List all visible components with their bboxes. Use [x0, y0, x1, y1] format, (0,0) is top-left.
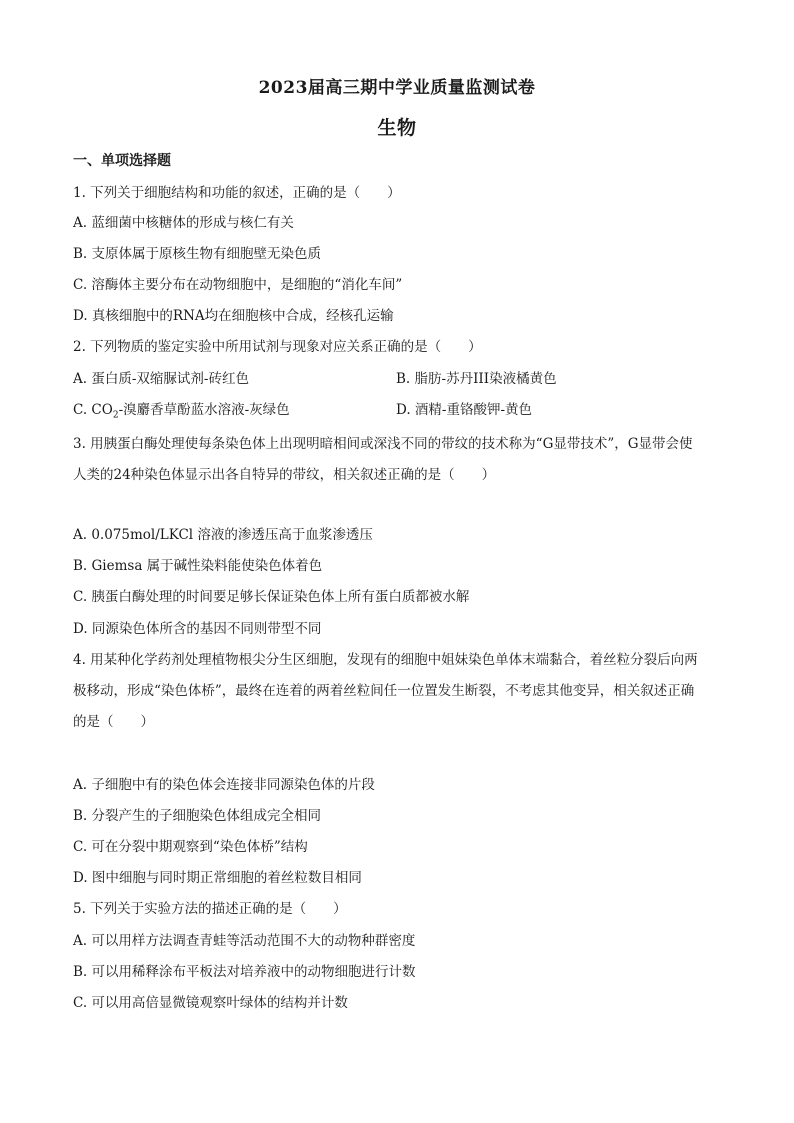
q1-option-a: A. 蓝细菌中核糖体的形成与核仁有关	[73, 215, 294, 231]
q2-option-c-pre: C. CO	[73, 402, 113, 418]
q2-option-b: B. 脂肪-苏丹III染液橘黄色	[396, 371, 557, 387]
q4-stem-line3: 的是（ ）	[73, 714, 154, 730]
q2-option-d: D. 酒精-重铬酸钾-黄色	[396, 402, 533, 418]
q4-option-b: B. 分裂产生的子细胞染色体组成完全相同	[73, 808, 322, 824]
q3-option-b: B. Giemsa 属于碱性染料能使染色体着色	[73, 558, 323, 574]
q5-option-a: A. 可以用样方法调查青蛙等活动范围不大的动物种群密度	[73, 933, 416, 949]
q4-stem-line1: 4. 用某种化学药剂处理植物根尖分生区细胞，发现有的细胞中姐妹染色单体末端黏合，着丝粒分裂后向两	[73, 652, 698, 668]
q2-stem: 2. 下列物质的鉴定实验中所用试剂与现象对应关系正确的是（ ）	[73, 339, 482, 355]
q1-option-b: B. 支原体属于原核生物有细胞壁无染色质	[73, 246, 322, 262]
q3-option-d: D. 同源染色体所含的基因不同则带型不同	[73, 621, 322, 637]
q2-option-a: A. 蛋白质-双缩脲试剂-砖红色	[73, 371, 249, 387]
q3-option-c: C. 胰蛋白酶处理的时间要足够长保证染色体上所有蛋白质都被水解	[73, 589, 470, 605]
q3-stem-line1: 3. 用胰蛋白酶处理使每条染色体上出现明暗相间或深浅不同的带纹的技术称为“G显带技术”，G显带会使	[73, 436, 693, 452]
q5-stem: 5. 下列关于实验方法的描述正确的是（ ）	[73, 901, 347, 917]
q4-option-a: A. 子细胞中有的染色体会连接非同源染色体的片段	[73, 777, 375, 793]
section-heading: 一、单项选择题	[73, 153, 171, 169]
q4-option-c: C. 可在分裂中期观察到“染色体桥”结构	[73, 839, 308, 855]
q1-stem: 1. 下列关于细胞结构和功能的叙述，正确的是（ ）	[73, 185, 401, 201]
q5-option-b: B. 可以用稀释涂布平板法对培养液中的动物细胞进行计数	[73, 964, 416, 980]
q1-option-d: D. 真核细胞中的RNA均在细胞核中合成，经核孔运输	[73, 308, 394, 324]
q3-option-a: A. 0.075mol/LKCl 溶液的渗透压高于血浆渗透压	[73, 527, 373, 543]
q4-option-d: D. 图中细胞与同时期正常细胞的着丝粒数目相同	[73, 870, 362, 886]
q2-option-c-post: -溴麝香草酚蓝水溶液-灰绿色	[118, 402, 290, 418]
q5-option-c: C. 可以用高倍显微镜观察叶绿体的结构并计数	[73, 995, 348, 1011]
subject-title: 生物	[377, 117, 417, 139]
exam-title: 2023届高三期中学业质量监测试卷	[258, 78, 536, 98]
q3-stem-line2: 人类的24种染色体显示出各自特异的带纹，相关叙述正确的是（ ）	[73, 467, 496, 483]
q1-option-c: C. 溶酶体主要分布在动物细胞中，是细胞的“消化车间”	[73, 277, 403, 293]
q2-option-c	[73, 398, 290, 421]
q4-stem-line2: 极移动，形成“染色体桥”，最终在连着的两着丝粒间任一位置发生断裂，不考虑其他变异，相关叙述正确	[73, 683, 695, 699]
q2-option-c-sub: 2	[112, 410, 119, 421]
